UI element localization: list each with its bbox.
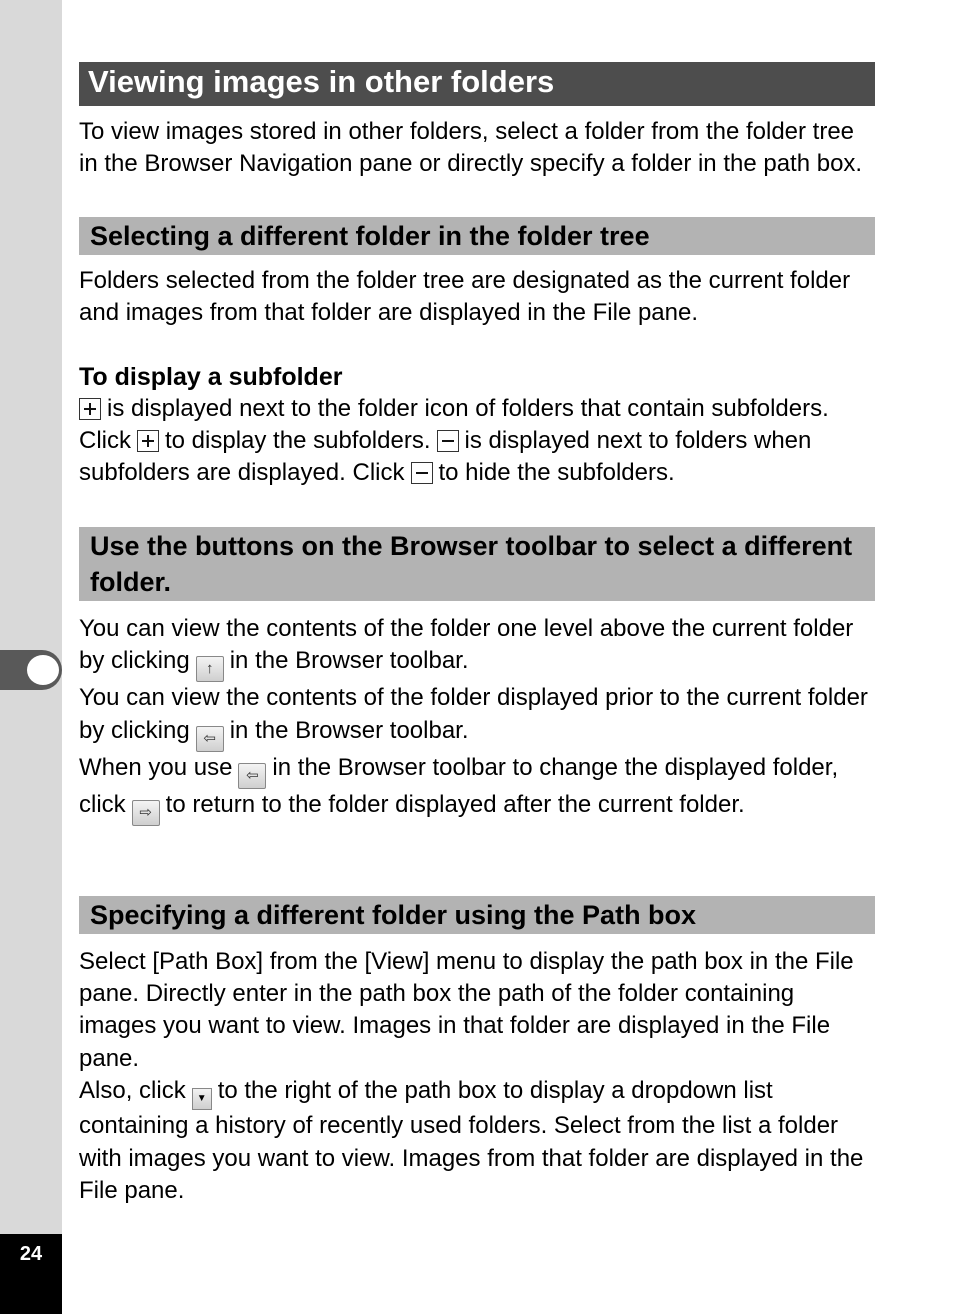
up-folder-icon: ↑ bbox=[196, 656, 224, 682]
toolbar-paragraph-back bbox=[79, 682, 875, 751]
toolbar-paragraph-up bbox=[79, 613, 875, 682]
page-number: 24 bbox=[19, 1243, 43, 1265]
back-arrow-icon: ⇦ bbox=[238, 763, 266, 789]
section-title-folder-tree: Selecting a different folder in the folder tree bbox=[79, 217, 875, 255]
toolbar-text-up-a: You can view the contents of the folder one level above the current folder by clicking bbox=[79, 614, 854, 675]
side-strip bbox=[0, 0, 62, 1234]
subfolder-text-3: is displayed next to folders when subfolders are displayed. Click bbox=[79, 427, 812, 487]
section-title-path-box: Specifying a different folder using the Path box bbox=[79, 896, 875, 934]
minus-box-icon bbox=[437, 430, 459, 452]
toolbar-text-fwd-a: When you use bbox=[79, 753, 233, 781]
dropdown-arrow-icon: ▼ bbox=[192, 1088, 212, 1110]
section-title-browser-toolbar: Use the buttons on the Browser toolbar to select a different folder. bbox=[79, 527, 875, 601]
subheading-display-subfolder: To display a subfolder bbox=[79, 362, 343, 391]
subfolder-text-1: is displayed next to the folder icon of folders that contain subfolders. Click bbox=[79, 394, 829, 455]
dropdown-paragraph bbox=[79, 1075, 875, 1207]
plus-box-icon bbox=[79, 398, 101, 420]
toolbar-text-back-a: You can view the contents of the folder displayed prior to the current folder by clicking bbox=[79, 684, 868, 744]
section-title-viewing-images: Viewing images in other folders bbox=[79, 62, 875, 106]
toolbar-text-fwd-b: in the Browser toolbar to change the displayed folder, click bbox=[79, 753, 839, 818]
page-content bbox=[79, 62, 875, 1208]
subfolder-text-2: to display the subfolders. bbox=[165, 427, 431, 455]
minus-box-icon bbox=[411, 462, 433, 484]
forward-arrow-icon: ⇨ bbox=[132, 800, 160, 826]
folder-tree-paragraph: Folders selected from the folder tree are designated as the current folder and images from that folder are displayed in the File pane. bbox=[79, 266, 851, 327]
dropdown-text-a: Also, click bbox=[79, 1077, 186, 1105]
toolbar-text-up-b: in the Browser toolbar. bbox=[229, 647, 469, 675]
toolbar-text-back-b: in the Browser toolbar. bbox=[229, 716, 469, 744]
toolbar-paragraph-forward bbox=[79, 752, 875, 826]
path-box-paragraph: Select [Path Box] from the [View] menu to display the path box in the File pane. Directly enter in the path box the path of the folder containing images you want to view. Images in that folder are displayed in the File pane. bbox=[79, 947, 854, 1072]
subfolder-text-4: to hide the subfolders. bbox=[438, 459, 675, 487]
dropdown-text-b: to the right of the path box to display a dropdown list containing a history of recently used folders. Select from the list a folder with images you want to view. Images from that folder are displayed in the File pane. bbox=[79, 1077, 864, 1205]
chapter-tab-marker bbox=[27, 655, 59, 685]
toolbar-text-fwd-c: to return to the folder displayed after the current folder. bbox=[165, 790, 745, 818]
subfolder-paragraph bbox=[79, 393, 875, 490]
back-arrow-icon: ⇦ bbox=[196, 726, 224, 752]
plus-box-icon bbox=[137, 430, 159, 452]
intro-paragraph: To view images stored in other folders, select a folder from the folder tree in the Browser Navigation pane or directly specify a folder in the path box. bbox=[79, 118, 863, 178]
